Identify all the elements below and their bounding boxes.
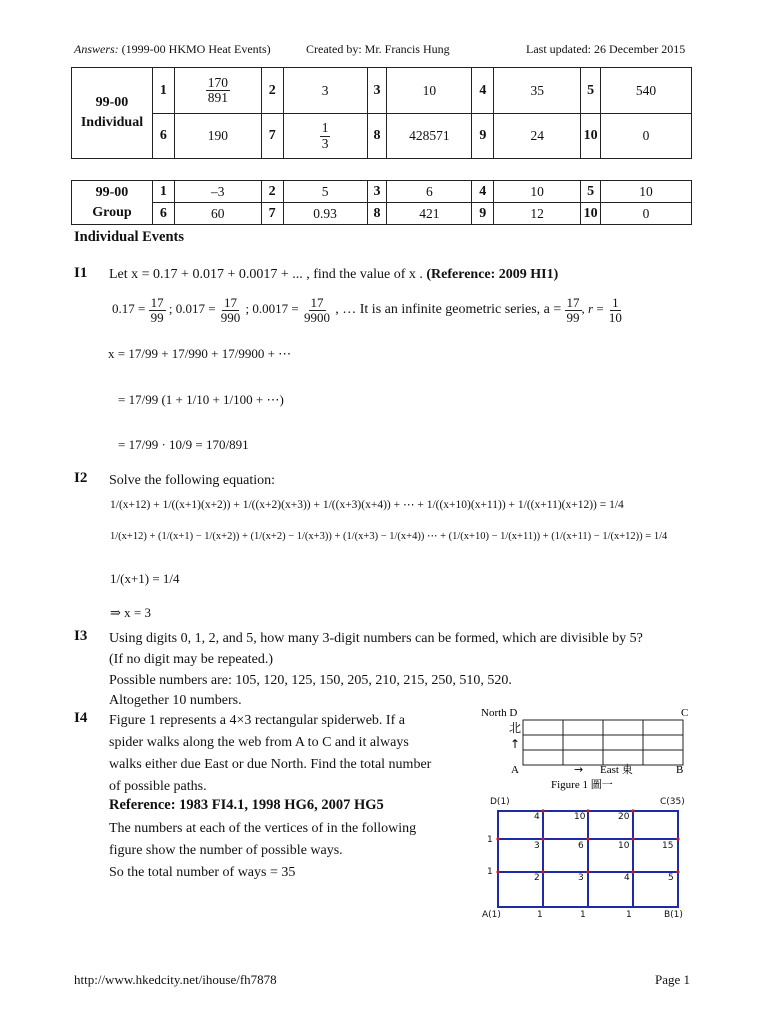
left-count: 1 xyxy=(487,835,493,845)
answer-cell: 24 xyxy=(494,114,581,159)
question-number: 4 xyxy=(472,181,494,203)
question-label-i4: I4 xyxy=(74,710,88,726)
bottom-count: 1 xyxy=(626,910,632,920)
question-number: 3 xyxy=(367,68,387,114)
east-arrow-icon: → xyxy=(574,763,584,776)
vertex-count: 15 xyxy=(662,841,674,851)
question-number: 6 xyxy=(152,114,174,159)
question-number: 7 xyxy=(261,114,283,159)
north-arrow-icon: ↑ xyxy=(510,737,521,751)
corner-a-label: A xyxy=(511,764,519,776)
question-number: 8 xyxy=(367,203,387,225)
vertex-count: 3 xyxy=(578,873,584,883)
question-number: 9 xyxy=(472,203,494,225)
left-count: 1 xyxy=(487,867,493,877)
bottom-count: 1 xyxy=(537,910,543,920)
question-number: 1 xyxy=(152,68,174,114)
question-number: 7 xyxy=(261,203,283,225)
answer-cell: 0 xyxy=(601,203,692,225)
i2-answer: ⇒ x = 3 xyxy=(110,605,151,620)
figure-2-grid xyxy=(498,811,678,907)
east-label: East 東 xyxy=(600,764,633,776)
answer-cell: 190 xyxy=(174,114,261,159)
i3-line-3: Possible numbers are: 105, 120, 125, 150, 205, 210, 215, 250, 510, 520. xyxy=(109,673,512,688)
question-number: 5 xyxy=(581,181,601,203)
answer-cell: –3 xyxy=(174,181,261,203)
north-cn-label: 北 xyxy=(509,721,522,735)
vertex-count: 5 xyxy=(668,873,674,883)
question-number: 6 xyxy=(152,203,174,225)
answer-cell: 10 xyxy=(387,68,472,114)
bottom-count: 1 xyxy=(580,910,586,920)
i2-equation-1: 1/(x+12) + 1/((x+1)(x+2)) + 1/((x+2)(x+3)) + 1/((x+3)(x+4)) + ⋯ + 1/((x+10)(x+11)) + 1/((x+11)(x+12)) = 1/4 xyxy=(110,499,624,511)
i2-prompt: Solve the following equation: xyxy=(109,473,276,488)
question-number: 3 xyxy=(367,181,387,203)
figure-2-path-counts xyxy=(476,794,696,922)
footer-url: http://www.hkedcity.net/ihouse/fh7878 xyxy=(74,972,277,987)
answer-cell: 35 xyxy=(494,68,581,114)
answer-cell: 428571 xyxy=(387,114,472,159)
i4-text: Figure 1 represents a 4×3 rectangular spiderweb. If a spider walks along the web from A to C and it always walks either due East or due North. Find the total number of possible paths. xyxy=(109,713,432,794)
question-label-i1: I1 xyxy=(74,265,88,281)
i3-line-1: Using digits 0, 1, 2, and 5, how many 3-digit numbers can be formed, which are divisible by 5? xyxy=(109,631,643,646)
answer-cell: 10 xyxy=(494,181,581,203)
answer-cell: $\frac{1}{3}$ xyxy=(283,114,367,159)
answer-cell: 12 xyxy=(494,203,581,225)
corner-d-label: D(1) xyxy=(490,797,510,807)
answer-cell: 0 xyxy=(601,114,692,159)
corner-b-label: B(1) xyxy=(664,910,683,920)
vertex-count: 4 xyxy=(534,812,540,822)
question-label-i2: I2 xyxy=(74,470,88,486)
i1-prompt: Let x = 0.17 + 0.017 + 0.0017 + ... , find the value of x . (Reference: 2009 HI1) xyxy=(109,267,559,282)
vertex-count: 10 xyxy=(574,812,586,822)
vertex-count: 2 xyxy=(534,873,540,883)
answer-cell: 60 xyxy=(174,203,261,225)
i3-line-2: (If no digit may be repeated.) xyxy=(109,652,274,667)
i2-equation-3: 1/(x+1) = 1/4 xyxy=(110,571,180,586)
vertex-count: 10 xyxy=(618,841,630,851)
vertex-count: 3 xyxy=(534,841,540,851)
north-label: North D xyxy=(481,707,518,719)
corner-c-label: C(35) xyxy=(660,797,685,807)
answer-cell: 540 xyxy=(601,68,692,114)
i2-equation-2: 1/(x+12) + (1/(x+1) − 1/(x+2)) + (1/(x+2) − 1/(x+3)) + (1/(x+3) − 1/(x+4)) ⋯ + (1/(x+10) − 1/(x+11)) + (1/(x+11) − 1/(x+12)) = 1/4 xyxy=(110,531,668,542)
group-answer-table xyxy=(71,180,692,225)
question-number: 5 xyxy=(581,68,601,114)
figure-1-grid xyxy=(523,720,683,765)
answer-cell: 5 xyxy=(283,181,367,203)
figure-1-caption: Figure 1 圖一 xyxy=(551,779,613,791)
vertex-count: 6 xyxy=(578,841,584,851)
vertex-count: 4 xyxy=(624,873,630,883)
corner-c-label: C xyxy=(681,707,689,719)
i1-step-1: x = 17/99 + 17/990 + 17/9900 + ⋯ xyxy=(108,346,292,361)
i4-explanation: The numbers at each of the vertices of in the following figure show the number of possible ways. So the total number of ways = 35 xyxy=(109,821,417,880)
answer-cell: 10 xyxy=(601,181,692,203)
table-label: 99-00 Group xyxy=(72,181,153,225)
section-title: Individual Events xyxy=(74,229,185,245)
question-number: 2 xyxy=(261,68,283,114)
question-number: 9 xyxy=(472,114,494,159)
table-label: 99-00 Individual xyxy=(72,68,153,159)
question-label-i3: I3 xyxy=(74,628,88,644)
i4-reference: Reference: 1983 FI4.1, 1998 HG6, 2007 HG5 xyxy=(109,797,384,813)
question-number: 8 xyxy=(367,114,387,159)
question-number: 10 xyxy=(581,114,601,159)
answer-cell: 3 xyxy=(283,68,367,114)
footer-page-number: Page 1 xyxy=(655,972,691,987)
i1-decimals-line: 0.17 = $\frac{17}{99}$ ; 0.017 = $\frac{17}{990}$ ; 0.0017 = $\frac{17}{9900}$ , … It is an infinite geometric series, a = $\frac{17}{99}$ , r = $\frac{1}{10}$ xyxy=(112,295,622,325)
i1-step-2: = 17/99 (1 + 1/10 + 1/100 + ⋯) xyxy=(118,392,284,407)
header-author: Created by: Mr. Francis Hung xyxy=(306,42,450,56)
i3-line-4: Altogether 10 numbers. xyxy=(109,693,242,708)
i1-step-3: = 17/99 · 10/9 = 170/891 xyxy=(118,437,249,452)
question-number: 1 xyxy=(152,181,174,203)
question-number: 10 xyxy=(581,203,601,225)
vertex-count: 20 xyxy=(618,812,630,822)
corner-a-label: A(1) xyxy=(482,910,501,920)
answer-cell: 0.93 xyxy=(283,203,367,225)
question-number: 4 xyxy=(472,68,494,114)
figure-1-spiderweb xyxy=(478,704,698,794)
header-answers: Answers: (1999-00 HKMO Heat Events) xyxy=(74,42,271,56)
answer-cell: 6 xyxy=(387,181,472,203)
header-updated: Last updated: 26 December 2015 xyxy=(526,42,686,56)
answer-cell: 421 xyxy=(387,203,472,225)
question-number: 2 xyxy=(261,181,283,203)
corner-b-label: B xyxy=(676,764,684,776)
answer-cell: $\frac{170}{891}$ xyxy=(174,68,261,114)
individual-answer-table xyxy=(71,67,692,159)
